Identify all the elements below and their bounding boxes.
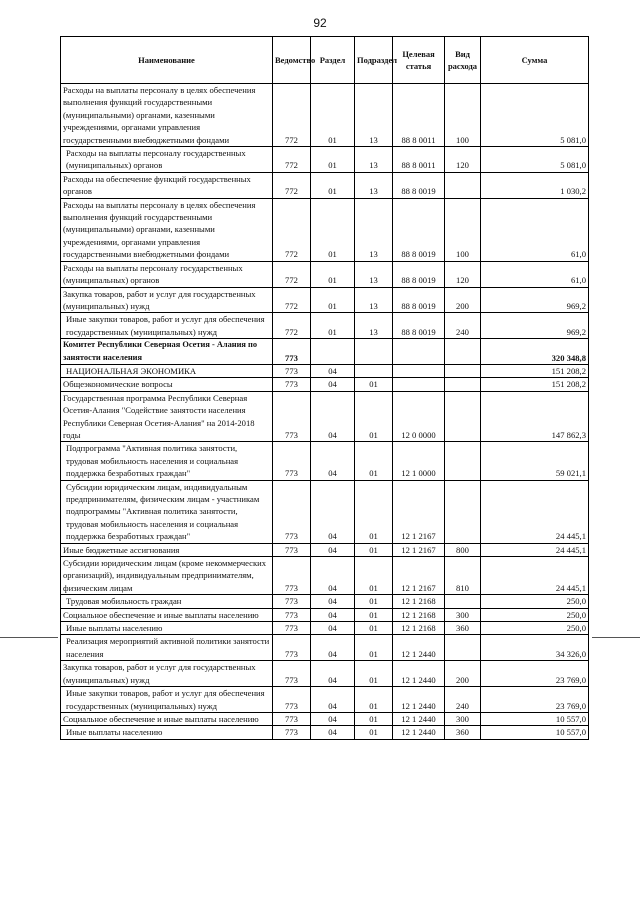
cell-subsection: 01 — [355, 635, 393, 661]
cell-section: 04 — [311, 726, 355, 739]
cell-amount: 24 445,1 — [481, 557, 589, 595]
cell-name: Иные выплаты населению — [61, 726, 273, 739]
table-row — [61, 687, 589, 713]
cell-dept: 773 — [273, 480, 311, 543]
cell-amount: 5 081,0 — [481, 147, 589, 173]
cell-amount: 250,0 — [481, 595, 589, 608]
cell-name: Иные бюджетные ассигнования — [61, 543, 273, 556]
cell-subsection: 01 — [355, 687, 393, 713]
cell-type: 360 — [445, 622, 481, 635]
cell-target: 88 8 0019 — [393, 198, 445, 261]
cell-amount: 24 445,1 — [481, 480, 589, 543]
cell-section: 01 — [311, 198, 355, 261]
cell-dept: 772 — [273, 147, 311, 173]
cell-section: 01 — [311, 313, 355, 339]
cell-amount: 10 557,0 — [481, 726, 589, 739]
table-row — [61, 198, 589, 261]
cell-target: 88 8 0011 — [393, 84, 445, 147]
table-row — [61, 378, 589, 391]
table-row — [61, 557, 589, 595]
table-row — [61, 339, 589, 365]
cell-subsection: 13 — [355, 313, 393, 339]
cell-section: 04 — [311, 391, 355, 442]
cell-section: 01 — [311, 172, 355, 198]
cell-type: 120 — [445, 261, 481, 287]
cell-name: Реализация мероприятий активной политики занятости населения — [61, 635, 273, 661]
cell-dept: 772 — [273, 198, 311, 261]
cell-subsection: 01 — [355, 595, 393, 608]
cell-section: 04 — [311, 712, 355, 725]
cell-amount: 250,0 — [481, 608, 589, 621]
table-row — [61, 172, 589, 198]
cell-target: 88 8 0019 — [393, 287, 445, 313]
cell-type: 200 — [445, 661, 481, 687]
cell-target — [393, 378, 445, 391]
cell-section: 01 — [311, 287, 355, 313]
table-row — [61, 635, 589, 661]
cell-dept: 773 — [273, 391, 311, 442]
cell-amount: 969,2 — [481, 313, 589, 339]
cell-subsection: 01 — [355, 712, 393, 725]
cell-subsection: 01 — [355, 378, 393, 391]
cell-name: Расходы на выплаты персоналу государственных (муниципальных) органов — [61, 261, 273, 287]
header-target: Целевая статья — [393, 37, 445, 84]
cell-name: Иные выплаты населению — [61, 622, 273, 635]
cell-subsection: 01 — [355, 543, 393, 556]
cell-amount: 1 030,2 — [481, 172, 589, 198]
cell-name: Расходы на выплаты персоналу государственных (муниципальных) органов — [61, 147, 273, 173]
cell-amount: 151 208,2 — [481, 378, 589, 391]
cell-target — [393, 364, 445, 377]
cell-section: 04 — [311, 635, 355, 661]
cell-name: Трудовая мобильность граждан — [61, 595, 273, 608]
cell-type: 120 — [445, 147, 481, 173]
cell-target: 12 1 2440 — [393, 661, 445, 687]
cell-amount: 5 081,0 — [481, 84, 589, 147]
table-row — [61, 147, 589, 173]
table-row — [61, 595, 589, 608]
header-dept: Ведомство — [273, 37, 311, 84]
cell-amount: 61,0 — [481, 261, 589, 287]
cell-name: Субсидии юридическим лицам (кроме некоммерческих организаций), индивидуальным предпринимателям, физическим лицам — [61, 557, 273, 595]
header-name: Наименование — [61, 37, 273, 84]
cell-name: Субсидии юридическим лицам, индивидуальным предпринимателям, физическим лицам - участникам подпрограммы "Активная политика занятости, трудовая мобильность населения и социальная поддержка безработных граждан" — [61, 480, 273, 543]
cell-subsection: 13 — [355, 287, 393, 313]
cell-target: 12 1 0000 — [393, 442, 445, 480]
cell-type: 300 — [445, 712, 481, 725]
cell-type: 100 — [445, 198, 481, 261]
cell-subsection: 01 — [355, 726, 393, 739]
cell-dept: 773 — [273, 687, 311, 713]
cell-amount: 151 208,2 — [481, 364, 589, 377]
cell-section: 04 — [311, 595, 355, 608]
cell-name: Комитет Республики Северная Осетия - Алания по занятости населения — [61, 339, 273, 365]
cell-amount: 24 445,1 — [481, 543, 589, 556]
cell-name: Закупка товаров, работ и услуг для государственных (муниципальных) нужд — [61, 287, 273, 313]
cell-amount: 23 769,0 — [481, 687, 589, 713]
cell-dept: 773 — [273, 378, 311, 391]
table-row — [61, 287, 589, 313]
cell-section: 04 — [311, 543, 355, 556]
budget-table — [60, 36, 589, 740]
cell-name: Иные закупки товаров, работ и услуг для обеспечения государственных (муниципальных) нужд — [61, 313, 273, 339]
cell-section: 04 — [311, 687, 355, 713]
cell-section: 04 — [311, 364, 355, 377]
cell-type — [445, 172, 481, 198]
scan-line-left — [0, 637, 58, 638]
cell-type: 240 — [445, 687, 481, 713]
cell-dept: 773 — [273, 635, 311, 661]
cell-type — [445, 595, 481, 608]
cell-amount: 61,0 — [481, 198, 589, 261]
header-section: Раздел — [311, 37, 355, 84]
cell-name: НАЦИОНАЛЬНАЯ ЭКОНОМИКА — [61, 364, 273, 377]
cell-amount: 969,2 — [481, 287, 589, 313]
cell-subsection: 01 — [355, 480, 393, 543]
cell-section: 04 — [311, 608, 355, 621]
cell-name: Социальное обеспечение и иные выплаты населению — [61, 712, 273, 725]
cell-name: Закупка товаров, работ и услуг для государственных (муниципальных) нужд — [61, 661, 273, 687]
cell-dept: 773 — [273, 595, 311, 608]
table-row — [61, 712, 589, 725]
table-row — [61, 364, 589, 377]
scan-line-right — [592, 637, 640, 638]
cell-dept: 772 — [273, 287, 311, 313]
cell-subsection: 13 — [355, 261, 393, 287]
cell-dept: 773 — [273, 622, 311, 635]
cell-dept: 772 — [273, 84, 311, 147]
cell-subsection: 13 — [355, 172, 393, 198]
cell-type — [445, 442, 481, 480]
cell-subsection: 01 — [355, 622, 393, 635]
cell-type — [445, 339, 481, 365]
cell-dept: 773 — [273, 661, 311, 687]
cell-name: Расходы на обеспечение функций государственных органов — [61, 172, 273, 198]
table-row — [61, 84, 589, 147]
cell-name: Общеэкономические вопросы — [61, 378, 273, 391]
cell-section: 01 — [311, 84, 355, 147]
cell-type: 300 — [445, 608, 481, 621]
cell-type: 240 — [445, 313, 481, 339]
cell-dept: 773 — [273, 543, 311, 556]
cell-target: 12 1 2168 — [393, 595, 445, 608]
cell-amount: 320 348,8 — [481, 339, 589, 365]
cell-name: Подпрограмма "Активная политика занятости, трудовая мобильность населения и социальная поддержка безработных граждан" — [61, 442, 273, 480]
table-row — [61, 313, 589, 339]
table-row — [61, 391, 589, 442]
cell-amount: 250,0 — [481, 622, 589, 635]
cell-target: 12 1 2168 — [393, 608, 445, 621]
cell-target: 12 1 2167 — [393, 557, 445, 595]
cell-name: Расходы на выплаты персоналу в целях обеспечения выполнения функций государственными (муниципальными) органами, казенными учреждениями, органами управления государственными внебюджетными фондами — [61, 84, 273, 147]
cell-subsection: 01 — [355, 442, 393, 480]
cell-type: 810 — [445, 557, 481, 595]
table-row — [61, 480, 589, 543]
cell-section: 01 — [311, 147, 355, 173]
cell-name: Социальное обеспечение и иные выплаты населению — [61, 608, 273, 621]
cell-target: 12 1 2167 — [393, 480, 445, 543]
cell-amount: 147 862,3 — [481, 391, 589, 442]
cell-target: 12 1 2440 — [393, 687, 445, 713]
cell-section: 04 — [311, 480, 355, 543]
table-row — [61, 661, 589, 687]
cell-subsection: 13 — [355, 198, 393, 261]
cell-subsection: 13 — [355, 84, 393, 147]
cell-subsection: 13 — [355, 147, 393, 173]
cell-type — [445, 635, 481, 661]
page-number: 92 — [313, 16, 327, 30]
cell-subsection: 01 — [355, 608, 393, 621]
cell-amount: 23 769,0 — [481, 661, 589, 687]
cell-type — [445, 391, 481, 442]
cell-target: 88 8 0019 — [393, 172, 445, 198]
cell-section: 01 — [311, 261, 355, 287]
cell-name: Государственная программа Республики Северная Осетия-Алания "Содействие занятости населения Республики Северная Осетия-Алания" на 2014-2018 годы — [61, 391, 273, 442]
cell-name: Расходы на выплаты персоналу в целях обеспечения выполнения функций государственными (муниципальными) органами, казенными учреждениями, органами управления государственными внебюджетными фондами — [61, 198, 273, 261]
table-header-row — [61, 37, 589, 84]
cell-section: 04 — [311, 622, 355, 635]
cell-dept: 773 — [273, 608, 311, 621]
cell-type — [445, 378, 481, 391]
cell-target: 88 8 0011 — [393, 147, 445, 173]
cell-name: Иные закупки товаров, работ и услуг для обеспечения государственных (муниципальных) нужд — [61, 687, 273, 713]
cell-section: 04 — [311, 442, 355, 480]
table-row — [61, 726, 589, 739]
cell-amount: 10 557,0 — [481, 712, 589, 725]
cell-type: 200 — [445, 287, 481, 313]
cell-section: 04 — [311, 661, 355, 687]
cell-type — [445, 364, 481, 377]
cell-target: 12 1 2168 — [393, 622, 445, 635]
table-row — [61, 261, 589, 287]
cell-dept: 773 — [273, 339, 311, 365]
cell-section: 04 — [311, 378, 355, 391]
cell-type: 100 — [445, 84, 481, 147]
table-row — [61, 608, 589, 621]
cell-dept: 773 — [273, 726, 311, 739]
table-row — [61, 622, 589, 635]
cell-dept: 772 — [273, 313, 311, 339]
header-type: Вид расхода — [445, 37, 481, 84]
cell-target: 12 1 2167 — [393, 543, 445, 556]
cell-section — [311, 339, 355, 365]
cell-dept: 773 — [273, 442, 311, 480]
cell-target — [393, 339, 445, 365]
cell-amount: 59 021,1 — [481, 442, 589, 480]
cell-target: 12 1 2440 — [393, 726, 445, 739]
header-amount: Сумма — [481, 37, 589, 84]
cell-dept: 773 — [273, 557, 311, 595]
cell-type: 800 — [445, 543, 481, 556]
table-row — [61, 442, 589, 480]
cell-target: 88 8 0019 — [393, 261, 445, 287]
header-subsection: Подраздел — [355, 37, 393, 84]
cell-target: 12 1 2440 — [393, 712, 445, 725]
cell-subsection: 01 — [355, 391, 393, 442]
cell-dept: 772 — [273, 261, 311, 287]
table-row — [61, 543, 589, 556]
cell-type — [445, 480, 481, 543]
cell-section: 04 — [311, 557, 355, 595]
cell-dept: 772 — [273, 172, 311, 198]
cell-type: 360 — [445, 726, 481, 739]
cell-subsection: 01 — [355, 557, 393, 595]
cell-subsection: 01 — [355, 661, 393, 687]
cell-dept: 773 — [273, 364, 311, 377]
cell-target: 12 1 2440 — [393, 635, 445, 661]
cell-dept: 773 — [273, 712, 311, 725]
cell-amount: 34 326,0 — [481, 635, 589, 661]
cell-target: 12 0 0000 — [393, 391, 445, 442]
cell-subsection — [355, 364, 393, 377]
cell-target: 88 8 0019 — [393, 313, 445, 339]
cell-subsection — [355, 339, 393, 365]
